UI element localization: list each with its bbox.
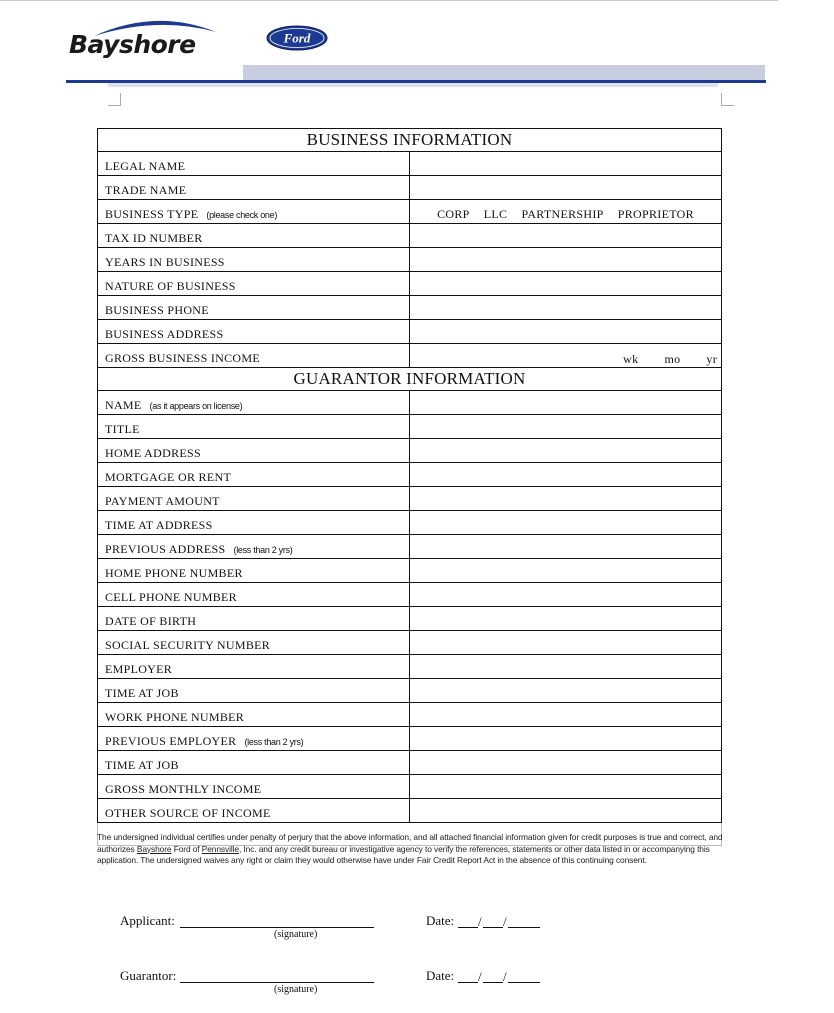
- bayshore-logo: [66, 14, 226, 66]
- form-row: [98, 679, 722, 703]
- certification-text: The undersigned individual certifies under penalty of perjury that the above information, and all attached financial information given for credit purposes is true and correct, and authorizes Bayshore Ford of Pennsville, Inc. and any credit bureau or investigative agency to verify the references, statements or other data listed in or accompanying this application. The undersigned waives any right or claim they would otherwise have under Fair Credit Report Act in the absence of this continuing consent.: [97, 832, 723, 865]
- field-input-title[interactable]: [410, 415, 722, 439]
- guarantor-date-field[interactable]: / /: [458, 982, 540, 983]
- field-input-payment-amount[interactable]: [410, 487, 722, 511]
- field-label-text: WORK PHONE NUMBER: [105, 710, 245, 724]
- crop-mark-right: [721, 93, 734, 106]
- field-label-business-address: [98, 320, 410, 344]
- form-row: [98, 152, 722, 176]
- field-label-date-of-birth: [98, 607, 410, 631]
- field-label-previous-address: [98, 535, 410, 559]
- applicant-date-label: Date:: [426, 913, 455, 928]
- field-label-text: GROSS MONTHLY INCOME: [105, 782, 262, 796]
- field-label-cell-phone-number: [98, 583, 410, 607]
- applicant-label: Applicant:: [120, 913, 175, 928]
- guarantor-signature-caption: (signature): [274, 984, 318, 995]
- field-label-text: PAYMENT AMOUNT: [105, 494, 220, 508]
- field-label-text: LEGAL NAME: [105, 159, 186, 173]
- field-label-text: TITLE: [105, 422, 140, 436]
- field-label-tax-id-number: [98, 224, 410, 248]
- field-label-payment-amount: [98, 487, 410, 511]
- form-row: [98, 487, 722, 511]
- ford-oval-logo: [266, 25, 328, 51]
- field-input-time-at-job[interactable]: [410, 751, 722, 775]
- field-label-home-address: [98, 439, 410, 463]
- field-label-trade-name: [98, 176, 410, 200]
- form-row: [98, 176, 722, 200]
- field-input-mortgage-or-rent[interactable]: [410, 463, 722, 487]
- field-input-previous-employer[interactable]: [410, 727, 722, 751]
- field-label-home-phone-number: [98, 559, 410, 583]
- field-label-text: EMPLOYER: [105, 662, 173, 676]
- form-row: [98, 272, 722, 296]
- form-row: [98, 463, 722, 487]
- form-row: [98, 583, 722, 607]
- field-label-text: HOME PHONE NUMBER: [105, 566, 243, 580]
- applicant-date-field[interactable]: / /: [458, 927, 540, 928]
- form-row: [98, 415, 722, 439]
- form-row: [98, 727, 722, 751]
- income-period-mo[interactable]: mo: [664, 352, 681, 366]
- field-label-text: MORTGAGE OR RENT: [105, 470, 232, 484]
- form-row: [98, 511, 722, 535]
- field-label-legal-name: [98, 152, 410, 176]
- field-label-time-at-job: [98, 751, 410, 775]
- field-label-text: OTHER SOURCE OF INCOME: [105, 806, 271, 820]
- applicant-signature-caption: (signature): [274, 929, 318, 940]
- field-label-text: YEARS IN BUSINESS: [105, 255, 225, 269]
- form-row: [98, 344, 722, 368]
- business-section-title: BUSINESS INFORMATION: [98, 129, 722, 152]
- field-label-text: CELL PHONE NUMBER: [105, 590, 237, 604]
- field-label-text: NAME: [105, 398, 142, 412]
- field-label-title: [98, 415, 410, 439]
- field-input-time-at-address[interactable]: [410, 511, 722, 535]
- form-row: [98, 775, 722, 799]
- crop-mark-left: [108, 93, 121, 106]
- brand-name: Bayshore: [69, 30, 196, 59]
- field-label-text: TAX ID NUMBER: [105, 231, 203, 245]
- field-label-text: PREVIOUS ADDRESS: [105, 542, 226, 556]
- field-input-other-source-of-income[interactable]: [410, 799, 722, 823]
- field-label-text: BUSINESS TYPE: [105, 207, 199, 221]
- field-label-text: TRADE NAME: [105, 183, 187, 197]
- field-label-other-source-of-income: [98, 799, 410, 823]
- field-input-gross-business-income[interactable]: [410, 344, 722, 368]
- form-row: [98, 439, 722, 463]
- field-label-nature-of-business: [98, 272, 410, 296]
- field-label-text: TIME AT JOB: [105, 758, 179, 772]
- income-period-wk[interactable]: wk: [623, 352, 639, 366]
- field-label-years-in-business: [98, 248, 410, 272]
- guarantor-label: Guarantor:: [120, 968, 177, 983]
- field-label-employer: [98, 655, 410, 679]
- field-label-gross-business-income: [98, 344, 410, 368]
- field-input-social-security-number[interactable]: [410, 631, 722, 655]
- form-row: [98, 559, 722, 583]
- field-input-time-at-job[interactable]: [410, 679, 722, 703]
- income-period-yr[interactable]: yr: [706, 352, 717, 366]
- field-input-legal-name[interactable]: [410, 152, 722, 176]
- field-label-text: SOCIAL SECURITY NUMBER: [105, 638, 271, 652]
- business-type-option-corp[interactable]: CORP: [437, 207, 470, 221]
- field-label-text: NATURE OF BUSINESS: [105, 279, 236, 293]
- form-row: [98, 607, 722, 631]
- field-label-gross-monthly-income: [98, 775, 410, 799]
- field-label-text: HOME ADDRESS: [105, 446, 201, 460]
- guarantor-signature-line[interactable]: [180, 982, 374, 983]
- guarantor-date-label: Date:: [426, 968, 455, 983]
- field-input-gross-monthly-income[interactable]: [410, 775, 722, 799]
- form-row: [98, 248, 722, 272]
- guarantor-section-header: [98, 368, 722, 391]
- field-label-time-at-address: [98, 511, 410, 535]
- applicant-signature-line[interactable]: [180, 927, 374, 928]
- field-hint: (as it appears on license): [149, 401, 243, 411]
- business-type-option-partnership[interactable]: PARTNERSHIP: [521, 207, 604, 221]
- credit-application-form: [97, 128, 722, 846]
- field-input-work-phone-number[interactable]: [410, 703, 722, 727]
- ford-text: Ford: [283, 30, 311, 46]
- page-top-border: [0, 0, 778, 1]
- guarantor-section-title: GUARANTOR INFORMATION: [98, 368, 722, 391]
- field-label-business-type: [98, 200, 410, 224]
- field-label-text: BUSINESS ADDRESS: [105, 327, 224, 341]
- field-input-tax-id-number[interactable]: [410, 224, 722, 248]
- field-input-trade-name[interactable]: [410, 176, 722, 200]
- field-input-previous-address[interactable]: [410, 535, 722, 559]
- business-type-option-llc[interactable]: LLC: [483, 207, 508, 221]
- field-input-employer[interactable]: [410, 655, 722, 679]
- form-row: [98, 391, 722, 415]
- field-label-work-phone-number: [98, 703, 410, 727]
- form-row: [98, 799, 722, 823]
- form-row: [98, 703, 722, 727]
- field-label-text: DATE OF BIRTH: [105, 614, 197, 628]
- field-label-social-security-number: [98, 631, 410, 655]
- field-label-text: TIME AT JOB: [105, 686, 179, 700]
- field-label-text: PREVIOUS EMPLOYER: [105, 734, 237, 748]
- field-input-nature-of-business[interactable]: [410, 272, 722, 296]
- field-input-years-in-business[interactable]: [410, 248, 722, 272]
- field-input-business-phone[interactable]: [410, 296, 722, 320]
- field-label-previous-employer: [98, 727, 410, 751]
- form-row: [98, 200, 722, 224]
- field-input-name[interactable]: [410, 391, 722, 415]
- field-label-business-phone: [98, 296, 410, 320]
- field-label-time-at-job: [98, 679, 410, 703]
- form-row: [98, 655, 722, 679]
- field-label-text: BUSINESS PHONE: [105, 303, 209, 317]
- form-row: [98, 296, 722, 320]
- form-row: [98, 631, 722, 655]
- field-input-business-type[interactable]: [410, 200, 722, 224]
- field-label-text: GROSS BUSINESS INCOME: [105, 351, 260, 365]
- field-input-home-phone-number[interactable]: [410, 559, 722, 583]
- field-label-text: TIME AT ADDRESS: [105, 518, 213, 532]
- field-label-mortgage-or-rent: [98, 463, 410, 487]
- field-hint: (less than 2 yrs): [244, 737, 304, 747]
- header-band-light: [243, 65, 765, 80]
- form-row: [98, 320, 722, 344]
- field-input-date-of-birth[interactable]: [410, 607, 722, 631]
- field-hint: (please check one): [206, 210, 278, 220]
- field-label-name: [98, 391, 410, 415]
- form-row: [98, 535, 722, 559]
- field-input-business-address[interactable]: [410, 320, 722, 344]
- business-section-header: [98, 129, 722, 152]
- header-band-under: [108, 83, 718, 87]
- business-type-option-proprietor[interactable]: PROPRIETOR: [617, 207, 694, 221]
- form-row: [98, 224, 722, 248]
- field-input-cell-phone-number[interactable]: [410, 583, 722, 607]
- form-row: [98, 751, 722, 775]
- field-input-home-address[interactable]: [410, 439, 722, 463]
- field-hint: (less than 2 yrs): [233, 545, 293, 555]
